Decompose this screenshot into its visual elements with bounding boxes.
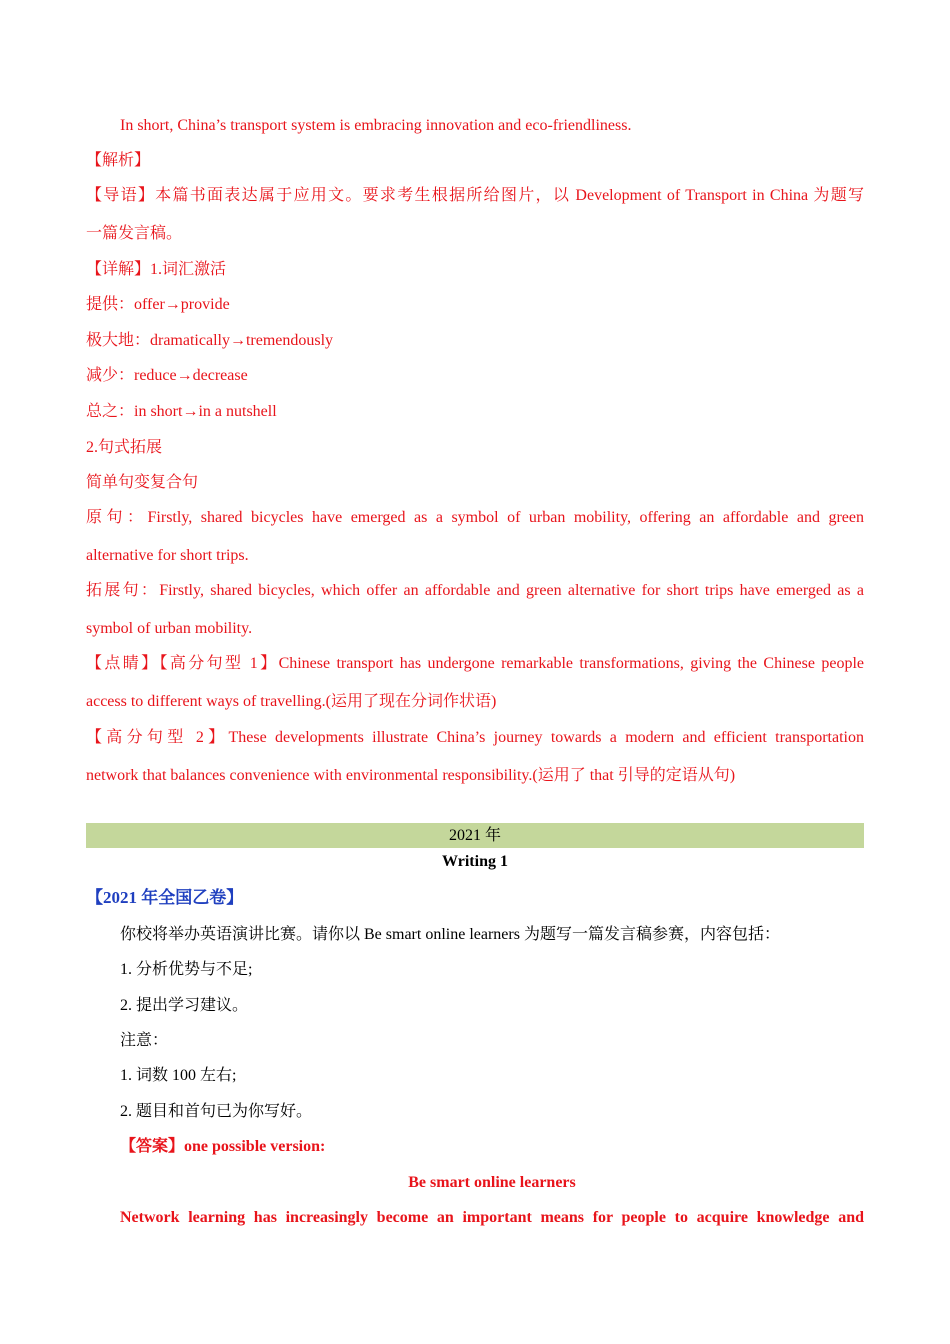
prompt-note-1: 1. 词数 100 左右;	[120, 1067, 237, 1084]
answer-first-line: Network learning has increasingly become an important means for people to acquire knowledge and	[120, 1209, 864, 1226]
answer-label: 【答案】one possible version:	[120, 1138, 326, 1155]
vocab-item: 极大地：dramatically→tremendously	[86, 332, 334, 349]
highlight-2-line-1: 【高分句型 2】These developments illustrate China’s journey towards a modern and efficient transportation	[86, 729, 864, 746]
highlight-2-line-2: network that balances convenience with environmental responsibility.(运用了 that 引导的定语从句)	[86, 767, 736, 784]
year-band-label: 2021 年	[448, 827, 501, 844]
original-sentence-line-1: 原句：Firstly, shared bicycles have emerged as a symbol of urban mobility, offering an affordable and green	[86, 509, 864, 526]
prompt-item-1: 1. 分析优势与不足;	[120, 961, 253, 978]
analysis-heading: 【解析】	[86, 152, 151, 169]
vocab-item: 总之：in short→in a nutshell	[86, 403, 277, 420]
conclusion-line: In short, China’s transport system is embracing innovation and eco-friendliness.	[120, 117, 632, 134]
prompt-note-2: 2. 题目和首句已为你写好。	[120, 1103, 313, 1120]
highlight-1-line-2: access to different ways of travelling.(运用了现在分词作状语)	[86, 693, 497, 710]
expanded-sentence-line-2: symbol of urban mobility.	[86, 620, 253, 637]
exam-heading: 【2021 年全国乙卷】	[86, 888, 244, 907]
sentence-heading: 2.句式拓展	[86, 439, 163, 456]
sentence-subheading: 简单句变复合句	[86, 474, 199, 491]
expanded-sentence-line-1: 拓展句：Firstly, shared bicycles, which offer an affordable and green alternative for short trips have emerged as a	[86, 582, 864, 599]
vocab-item: 提供：offer→provide	[86, 296, 230, 313]
answer-title: Be smart online learners	[408, 1174, 576, 1191]
intro-line-1: 【导语】本篇书面表达属于应用文。要求考生根据所给图片，以 Development of Transport in China 为题写	[86, 187, 864, 204]
intro-line-2: 一篇发言稿。	[86, 225, 183, 242]
original-sentence-line-2: alternative for short trips.	[86, 547, 249, 564]
writing-title: Writing 1	[442, 853, 508, 870]
prompt-item-2: 2. 提出学习建议。	[120, 997, 249, 1014]
year-band	[86, 823, 864, 848]
prompt-line: 你校将举办英语演讲比赛。请你以 Be smart online learners 为题写一篇发言稿参赛，内容包括：	[120, 926, 780, 943]
highlight-1-line-1: 【点睛】【高分句型 1】Chinese transport has undergone remarkable transformations, giving the Chinese people	[86, 655, 864, 672]
vocab-item: 减少：reduce→decrease	[86, 367, 248, 384]
prompt-note: 注意：	[120, 1032, 169, 1049]
detail-heading: 【详解】1.词汇激活	[86, 261, 227, 278]
